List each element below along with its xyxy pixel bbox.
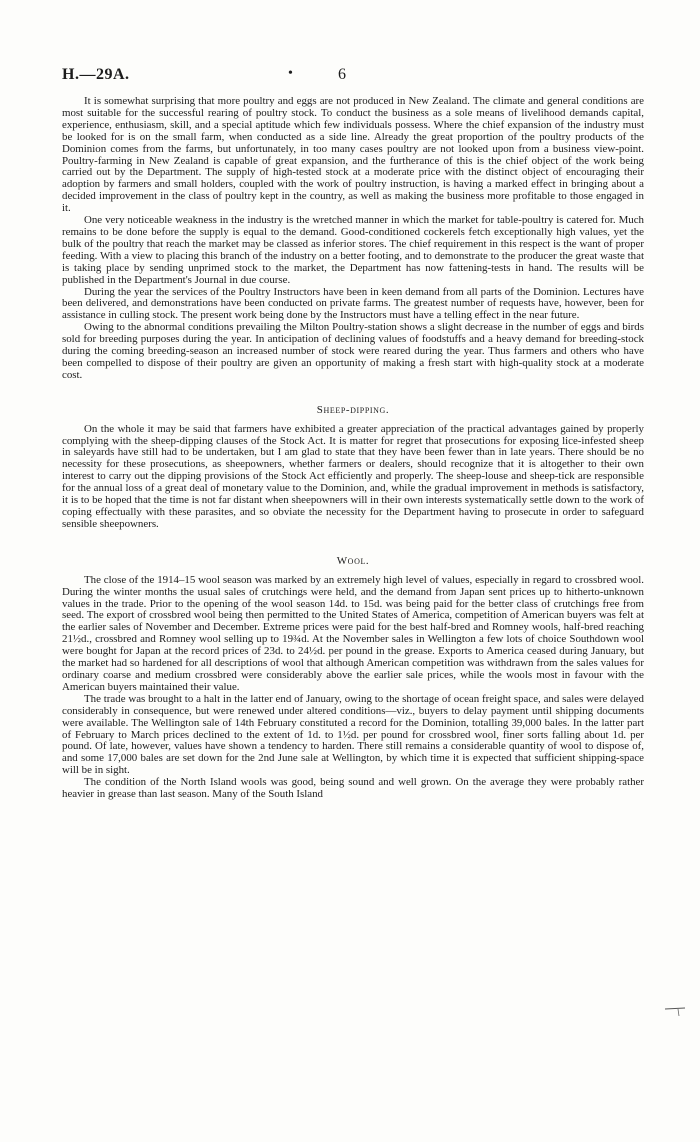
document-body xyxy=(62,96,644,801)
page-header xyxy=(62,66,642,86)
sheep-dipping-heading: Sheep-dipping. xyxy=(316,403,390,416)
wool-paragraph-1: The close of the 1914–15 wool season was marked by an extremely high level of values, especially in regard to crossbred wool. During the winter months the usual sales of crutchings were held, and the demand from Japan sent prices up to hitherto-unknown values in the trade. Prior to the opening of the wool season 14d. to 15d. was being paid for the better class of crutchings free from seed. The export of crossbred wool being then permitted to the United States of America, competition of American buyers was felt at the earlier sales of November and December. Extreme prices were paid for the best half-bred and Romney wools, half-bred reaching 21½d., crossbred and Romney wool selling up to 19¾d. At the November sales in Wellington a few lots of choice Southdown wool were bought for Japan at the record prices of 23d. to 24½d. per pound in the grease. Exports to America ceased during January, but the market had so hardened for all descriptions of wool that although American competition was withdrawn from the sales values for ordinary coarse and medium crossbred were considerably above the earlier sale prices, while the wools most in favour with the American buyers maintained their value. xyxy=(62,573,644,693)
poultry-paragraph-4: Owing to the abnormal conditions prevailing the Milton Poultry-station shows a slight decrease in the number of eggs and birds sold for breeding purposes during the year. In anticipation of declining values of foodstuffs and a heavy demand for breeding-stock during the coming breeding-season an increased number of stock were reared during the year. Thus farmers and others who have been compelled to dispose of their poultry are given an opportunity of making a fresh start with high-quality stock at a moderate cost. xyxy=(62,321,644,381)
poultry-paragraph-1: It is somewhat surprising that more poultry and eggs are not produced in New Zealand. The climate and general conditions are most suitable for the successful rearing of poultry stock. To conduct the business as a sole means of livelihood demands capital, experience, enthusiasm, skill, and a special aptitude which few individuals possess. Where the chief expansion of the industry must be looked for is on the small farm, when conducted as a side line. Already the great proportion of the poultry products of the Dominion comes from the farms, but unfortunately, in too many cases poultry are not looked upon from a business view-point. Poultry-farming in New Zealand is capable of great expansion, and the furtherance of this is the chief object of the work being carried out by the Department. The supply of high-tested stock at a moderate price with the distinct object of encouraging their adoption by farmers and small holders, coupled with the work of poultry instruction, is having a marked effect in bringing about a decided improvement in the class of poultry kept in the country, as well as making the business more profitable to those engaged in it. xyxy=(62,95,644,215)
page-number: 6 xyxy=(338,66,346,83)
header-separator: • xyxy=(288,66,293,81)
wool-paragraph-2: The trade was brought to a halt in the latter end of January, owing to the shortage of ocean freight space, and sales were delayed considerably in consequence, but were renewed under altered conditions—viz., buyers to delay payment until shipping documents were available. The Wellington sale of 14th February constituted a record for the Dominion, totalling 39,000 bales. In the latter part of February to March prices declined to the extent of 1d. to 1½d. per pound for crossbred wool, finer sorts falling about 1d. per pound. Of late, however, values have shown a tendency to harden. There still remains a considerable quantity of wool to dispose of, and some 17,000 bales are set down for the 2nd June sale at Wellington, by which time it is expected that sufficient shipping-space will be in sight. xyxy=(62,692,644,777)
margin-pen-mark xyxy=(664,1004,686,1018)
poultry-paragraph-2: One very noticeable weakness in the industry is the wretched manner in which the market for table-poultry is catered for. Much remains to be done before the supply is equal to the demand. Good-conditioned cockerels fetch exceptionally high values, yet the bulk of the poultry that reach the market may be classed as inferior stores. The chief requirement in this respect is the want of proper feeding. With a view to placing this branch of the industry on a better footing, and to demonstrate to the producer the great waste that is taking place by sending unprimed stock to the market, the Department has now fattening-tests in hand. The results will be published in the Department's Journal in due course. xyxy=(62,214,644,286)
wool-paragraph-3: The condition of the North Island wools was good, being sound and well grown. On the average they were probably rather heavier in grease than last season. Many of the South Island xyxy=(62,776,644,801)
wool-heading: Wool. xyxy=(336,554,370,567)
page-reference: H.—29A. xyxy=(62,66,130,83)
sheep-dipping-paragraph-1: On the whole it may be said that farmers have exhibited a greater appreciation of the practical advantages gained by properly complying with the sheep-dipping clauses of the Stock Act. It is matter for regret that prosecutions for exposing lice-infested sheep in saleyards have still had to be undertaken, but I am glad to state that they have been fewer than in late years. There should be no necessity for these prosecutions, as sheepowners, whether farmers or dealers, should recognize that it is altogether to their own interest to carry out the dipping provisions of the Stock Act efficiently and properly. The sheep-louse and sheep-tick are responsible for the annual loss of a great deal of monetary value to the Dominion, and, while the gradual improvement in methods is satisfactory, it is to be hoped that the time is not far distant when sheepowners will in their own interests systematically settle down to the work of coping effectually with these parasites, and so obviate the necessity for the Department having to prosecute in order to safeguard sensible sheepowners. xyxy=(62,422,644,530)
poultry-paragraph-3: During the year the services of the Poultry Instructors have been in keen demand from all parts of the Dominion. Lectures have been delivered, and demonstrations have been conducted on private farms. The greatest number of requests have, however, been for assistance in culling stock. The present work being done by the Instructors must have a telling effect in the near future. xyxy=(62,285,644,322)
